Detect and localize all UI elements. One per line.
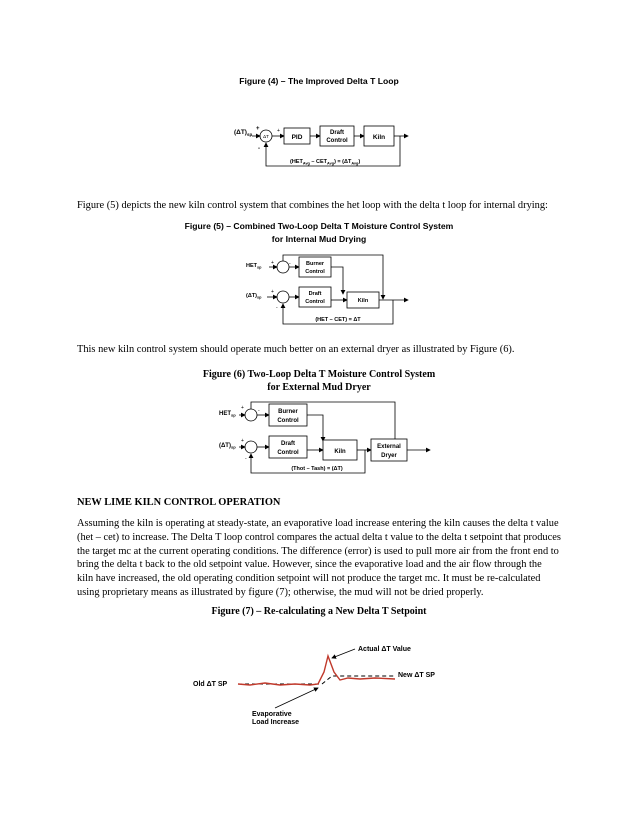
fig4-plus: + (256, 126, 260, 132)
fig6-external-label-2: Dryer (381, 453, 397, 459)
figure-7-diagram (190, 636, 460, 728)
fig5-plus-2: + (271, 289, 274, 295)
fig7-actual-pointer (332, 649, 355, 658)
figure-5-caption-line-2: for Internal Mud Drying (271, 234, 367, 244)
fig6-summing-junction-2 (245, 441, 257, 453)
figure-6-caption-line-2: for External Mud Dryer (267, 382, 371, 393)
fig5-draft-label-1: Draft (308, 291, 322, 297)
figure-4-diagram (228, 118, 418, 178)
figure-5-caption-line-1: Figure (5) – Combined Two-Loop Delta T Moisture Control System (184, 221, 454, 231)
fig7-evap-pointer (275, 688, 318, 708)
fig5-kiln-label: Kiln (357, 298, 369, 304)
figure-5-diagram (243, 252, 418, 332)
fig4-plus-2: + (277, 128, 280, 134)
fig5-summing-junction-2 (277, 291, 289, 303)
figure-4-caption: Figure (4) – The Improved Delta T Loop (239, 76, 399, 86)
fig6-draft-label-1: Draft (280, 441, 296, 447)
fig6-summing-junction-1 (245, 409, 257, 421)
fig5-dt-sp-label: $(\Delta T)_{sp}$ (246, 293, 262, 300)
figure-6-diagram (205, 398, 445, 480)
fig7-actual-label: Actual ΔT Value (358, 646, 411, 653)
fig5-draft-label-2: Control (305, 299, 325, 305)
paragraph-line: the target mc at the current operating conditions. The difference (error) is used to pull more air from the front end to (77, 545, 559, 557)
fig5-burner-label-1: Burner (305, 261, 325, 267)
fig6-burner-label-1: Burner (278, 409, 298, 415)
fig4-sum-label: ΔT (263, 134, 269, 139)
paragraph-line: (het – cet) to increase. The Delta T loop control compares the actual delta t value to the delta t setpoint that produces (77, 531, 561, 543)
fig6-minus-1: - (258, 408, 260, 414)
paragraph-line: kiln have increased, the old operating condition setpoint will not produce the target mc. It must be re-calculated (77, 573, 541, 585)
figure-7-caption: Figure (7) – Re-calculating a New Delta T Setpoint (211, 606, 427, 617)
fig6-external-label-1: External (377, 444, 401, 450)
fig4-sp-label: $(\Delta T)_{sp}$ (234, 129, 253, 137)
fig5-burner-label-2: Control (305, 269, 325, 275)
fig6-plus-2: + (241, 438, 244, 444)
paragraph-line: Assuming the kiln is operating at steady-state, an evaporative load increase entering the kiln causes the delta t value (77, 518, 559, 529)
fig4-pid-label: PID (291, 134, 303, 141)
fig6-dt-sp-label: $(\Delta T)_{sp}$ (219, 443, 236, 450)
fig7-new-setpoint-line (322, 676, 395, 684)
fig6-minus-2: - (245, 456, 247, 462)
fig7-old-sp-label: Old ΔT SP (193, 681, 228, 688)
fig4-draft-label-2: Control (326, 138, 348, 144)
fig4-kiln-label: Kiln (372, 134, 386, 141)
paragraph-figure-6-intro: This new kiln control system should operate much better on an external dryer as illustrated by Figure (6). (77, 344, 515, 355)
fig7-new-sp-label: New ΔT SP (398, 672, 435, 679)
fig6-burner-label-2: Control (277, 418, 299, 424)
fig6-kiln-label: Kiln (334, 449, 346, 455)
fig5-summing-junction-1 (277, 261, 289, 273)
figure-6-caption-line-1: Figure (6) Two-Loop Delta T Moisture Control System (202, 369, 436, 380)
fig6-feedback-label: (Thot – Tash) = (ΔT) (291, 466, 343, 472)
fig4-minus: - (258, 146, 260, 152)
paragraph-operation (77, 517, 597, 600)
section-heading: NEW LIME KILN CONTROL OPERATION (77, 497, 281, 508)
paragraph-line: using proprietary means as illustrated by figure (7); otherwise, the mud will not be dried properly. (77, 586, 484, 598)
fig5-plus-1: + (271, 260, 274, 266)
fig6-het-sp-label: $HET_{sp}$ (219, 411, 236, 418)
fig5-het-sp-label: $HET_{sp}$ (246, 263, 262, 270)
fig7-evap-label-1: Evaporative (252, 711, 292, 718)
paragraph-line: bring the delta t back to the old setpoint value. However, since the evaporative load and the air flow through the (77, 559, 542, 571)
fig6-plus-1: + (241, 405, 244, 411)
fig5-minus-2: - (276, 305, 278, 311)
fig5-feedback-label: (HET – CET) = ΔT (315, 317, 361, 323)
paragraph-figure-5-intro: Figure (5) depicts the new kiln control system that combines the het loop with the delta t loop for internal drying: (77, 200, 548, 211)
fig4-feedback-label: $(HET_{Avg} - CET_{Avg}) = (\Delta T_{Avg})$ (290, 159, 361, 166)
fig5-minus-1: - (289, 261, 291, 267)
fig6-draft-label-2: Control (277, 450, 299, 456)
fig4-draft-label-1: Draft (329, 130, 345, 136)
fig7-actual-trace (238, 656, 395, 685)
fig7-evap-label-2: Load Increase (252, 719, 300, 726)
